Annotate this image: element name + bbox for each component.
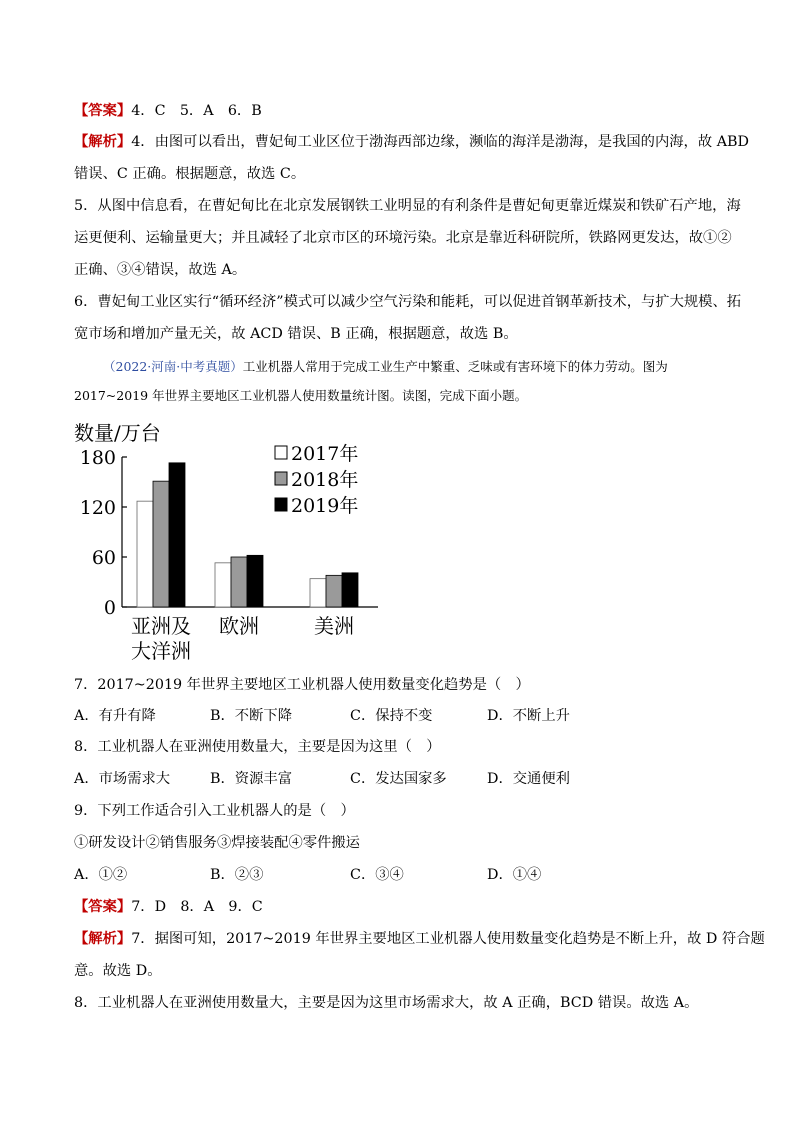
q8-option-a[interactable]: A．市场需求大 (74, 771, 171, 787)
bar-1-1 (137, 501, 153, 607)
answer-line-1 (74, 102, 262, 120)
y-tick-label: 0 (103, 597, 116, 619)
analysis-line-6: 6．曹妃甸工业区实行“循环经济”模式可以减少空气污染和能耗，可以促进首钢革新技术，与扩大规模、拓 (74, 294, 742, 310)
answer-text: 4．C 5．A 6．B (131, 103, 262, 119)
category-label: 亚洲及 (131, 614, 191, 638)
y-tick-label: 60 (91, 547, 116, 569)
q8-option-b[interactable]: B．资源丰富 (210, 771, 292, 787)
analysis2-line-2: 意。故选 D。 (74, 963, 162, 979)
answer-line-2 (74, 898, 263, 916)
legend-swatch-3 (275, 498, 287, 511)
analysis-line-2: 错误、C 正确。根据题意，故选 C。 (74, 166, 306, 182)
intro-line-1 (103, 358, 668, 376)
legend-label-1: 2017年 (291, 443, 359, 465)
q7-option-c[interactable]: C．保持不变 (350, 708, 433, 724)
analysis-line-5: 正确、③④错误，故选 A。 (74, 262, 247, 278)
y-tick-label: 180 (79, 447, 116, 469)
legend-swatch-1 (275, 446, 287, 459)
y-axis-label: 数量/万台 (74, 421, 161, 445)
q8-stem: 8．工业机器人在亚洲使用数量大，主要是因为这里（ ） (74, 739, 441, 755)
category-label: 欧洲 (219, 614, 259, 638)
q8-option-d[interactable]: D．交通便利 (487, 771, 570, 787)
analysis-text: 4．由图可以看出，曹妃甸工业区位于渤海西部边缘，濒临的海洋是渤海，是我国的内海，故 ABD (131, 134, 749, 150)
legend-swatch-2 (275, 472, 287, 485)
q9-items: ①研发设计②销售服务③焊接装配④零件搬运 (74, 835, 360, 851)
analysis2-line-1 (74, 930, 765, 948)
answer-tag: 【答案】 (74, 103, 132, 119)
bar-1-2 (215, 563, 231, 607)
bar-2-3 (326, 575, 342, 607)
analysis-line-4: 运更便利、运输量更大；并且减轻了北京市区的环境污染。北京是靠近科研院所，铁路网更发达，故①② (74, 230, 732, 246)
category-label: 大洋洲 (131, 639, 191, 663)
bar-3-2 (247, 555, 263, 607)
analysis2-line-3: 8．工业机器人在亚洲使用数量大，主要是因为这里市场需求大，故 A 正确，BCD 错误。故选 A。 (74, 995, 699, 1011)
analysis-tag-2: 【解析】 (74, 931, 132, 947)
analysis-line-7: 宽市场和增加产量无关，故 ACD 错误、B 正确，根据题意，故选 B。 (74, 326, 518, 342)
category-label: 美洲 (314, 614, 354, 638)
q9-option-b[interactable]: B．②③ (210, 867, 264, 883)
bar-3-3 (342, 573, 358, 607)
q7-option-b[interactable]: B．不断下降 (210, 708, 292, 724)
source-label: （2022·河南·中考真题） (103, 359, 243, 374)
q9-option-c[interactable]: C．③④ (350, 867, 404, 883)
legend-label-3: 2019年 (291, 495, 359, 517)
bar-3-1 (169, 463, 185, 607)
q7-option-a[interactable]: A．有升有降 (74, 708, 156, 724)
answer-tag-2: 【答案】 (74, 899, 132, 915)
bar-chart (60, 418, 380, 668)
bar-2-2 (231, 557, 247, 607)
analysis2-text-1: 7．据图可知，2017~2019 年世界主要地区工业机器人使用数量变化趋势是不断上升，故 D 符合题 (131, 931, 765, 947)
analysis-line-1 (74, 133, 749, 151)
legend-label-2: 2018年 (291, 469, 359, 491)
y-tick-label: 120 (79, 497, 116, 519)
analysis-line-3: 5．从图中信息看，在曹妃甸比在北京发展钢铁工业明显的有利条件是曹妃甸更靠近煤炭和铁矿石产地，海 (74, 198, 741, 214)
answer-text-2: 7．D 8．A 9．C (131, 899, 263, 915)
q7-stem: 7．2017~2019 年世界主要地区工业机器人使用数量变化趋势是（ ） (74, 677, 530, 693)
bar-2-1 (153, 481, 169, 607)
bar-1-3 (310, 579, 326, 607)
q9-option-a[interactable]: A．①② (74, 867, 128, 883)
q8-option-c[interactable]: C．发达国家多 (350, 771, 447, 787)
intro-text-1: 工业机器人常用于完成工业生产中繁重、乏味或有害环境下的体力劳动。图为 (242, 359, 668, 374)
q7-option-d[interactable]: D．不断上升 (487, 708, 570, 724)
q9-option-d[interactable]: D．①④ (487, 867, 542, 883)
analysis-tag: 【解析】 (74, 134, 132, 150)
intro-line-2: 2017~2019 年世界主要地区工业机器人使用数量统计图。读图，完成下面小题。 (74, 388, 528, 403)
q9-stem: 9．下列工作适合引入工业机器人的是（ ） (74, 803, 355, 819)
